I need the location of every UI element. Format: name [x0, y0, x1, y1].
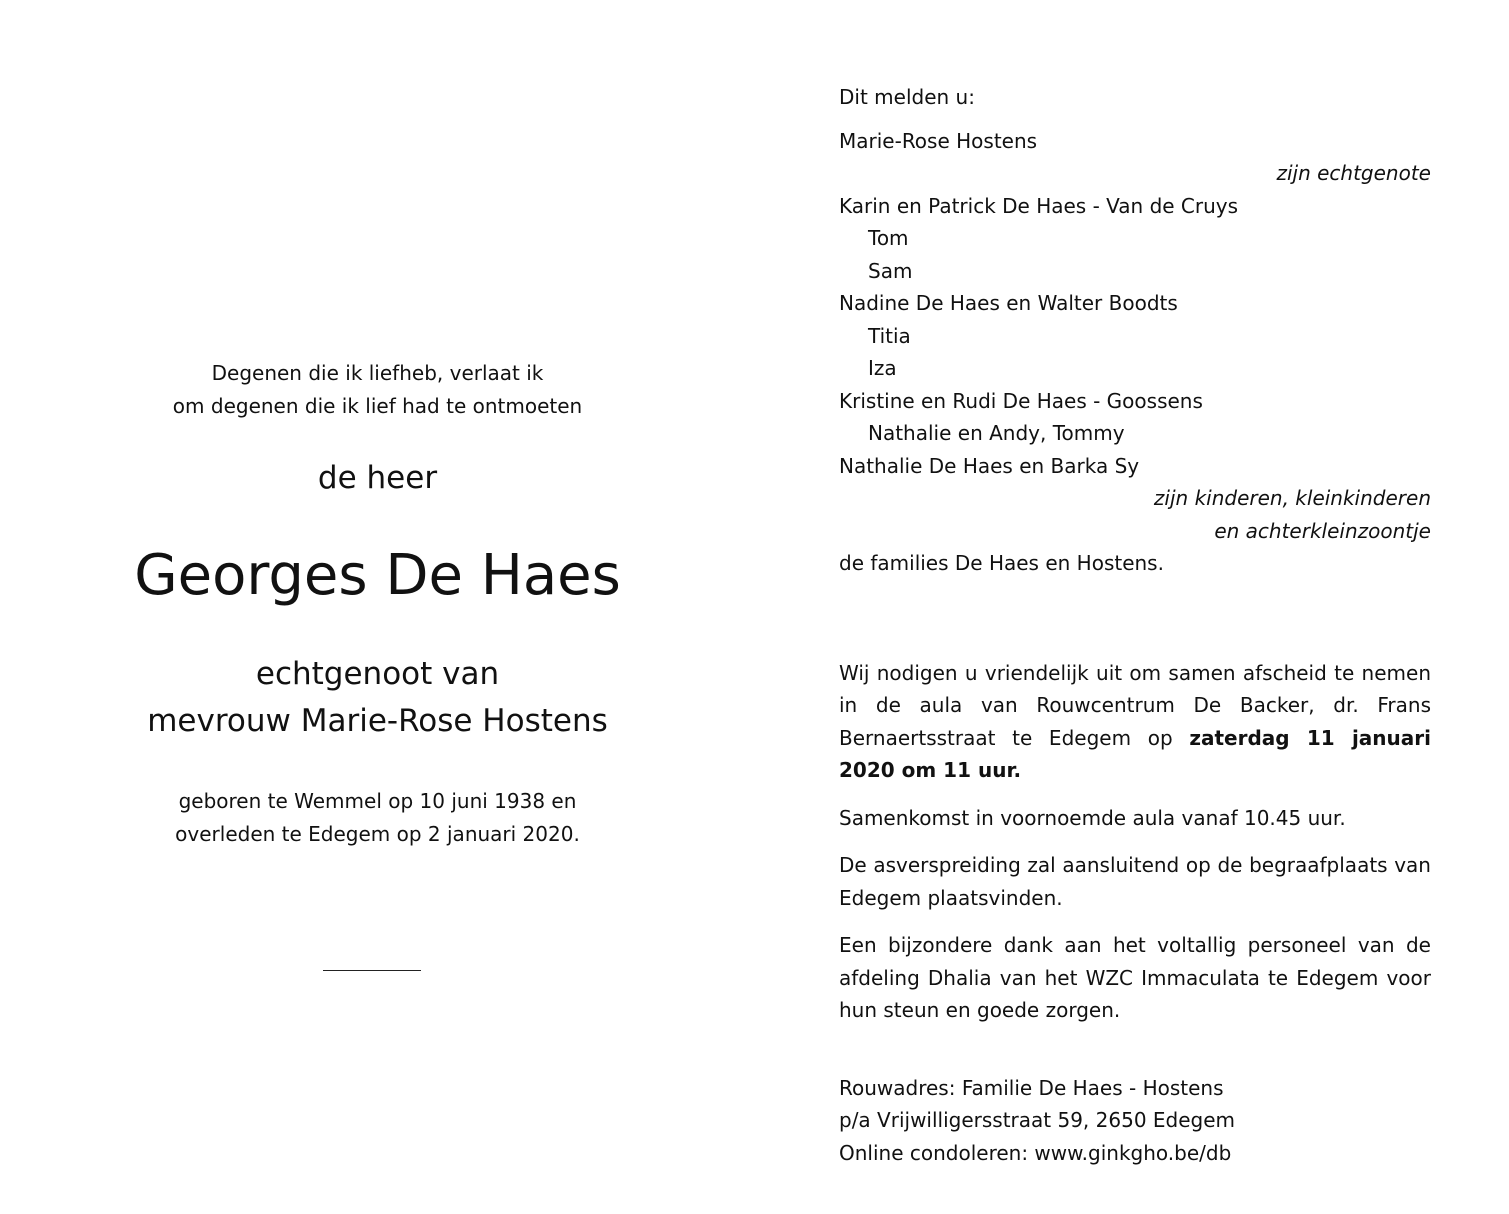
invitation-text: Wij nodigen u vriendelijk uit om samen afscheid te nemen in de aula van Rouwcentrum De Backer, dr. Frans Bernaertsstraat te Edegem op [839, 660, 1431, 750]
family-child-1: Karin en Patrick De Haes - Van de Cruys [839, 193, 1239, 218]
spouse-name: Marie-Rose Hostens [839, 128, 1038, 153]
family-grandchild-3a: Nathalie en Andy, Tommy [868, 421, 1125, 445]
family-child-4: Nathalie De Haes en Barka Sy [839, 453, 1140, 478]
spouse-line-1: echtgenoot van [255, 656, 500, 692]
gathering-paragraph: Samenkomst in voornoemde aula vanaf 10.45 uur. [839, 805, 1346, 830]
thanks-paragraph: Een bijzondere dank aan het voltallig personeel van de afdeling Dhalia van het WZC Immaculata te Edegem voor hun steun en goede zorgen. [839, 933, 1431, 1022]
intro-text: Dit melden u: [839, 85, 975, 109]
family-grandchild-2b: Iza [868, 356, 897, 380]
address-line-3: Online condoleren: www.ginkgho.be/db [839, 1140, 1232, 1165]
spouse-role: zijn echtgenote [1276, 161, 1431, 185]
address-line-1: Rouwadres: Familie De Haes - Hostens [839, 1075, 1224, 1100]
ashes-paragraph: De asverspreiding zal aansluitend op de begraafplaats van Edegem plaatsvinden. [839, 853, 1431, 910]
children-role-line-1: zijn kinderen, kleinkinderen [1153, 486, 1431, 510]
address-line-2: p/a Vrijwilligersstraat 59, 2650 Edegem [839, 1108, 1236, 1132]
family-grandchild-1a: Tom [868, 226, 909, 250]
mourning-address [839, 1072, 1431, 1170]
birth-line: geboren te Wemmel op 10 juni 1938 en [178, 789, 577, 813]
family-child-3: Kristine en Rudi De Haes - Goossens [839, 388, 1203, 413]
family-grandchild-2a: Titia [868, 323, 911, 348]
birth-death-dates [0, 785, 755, 851]
spouse-line [0, 651, 755, 745]
quote-line-1: Degenen die ik liefheb, verlaat ik [211, 361, 544, 385]
family-grandchild-1b: Sam [868, 258, 913, 283]
children-role-line-2: en achterkleinzoontje [1214, 518, 1431, 543]
divider-line [323, 970, 421, 971]
spouse-line-2: mevrouw Marie-Rose Hostens [147, 703, 608, 739]
invitation-paragraph [839, 657, 1431, 787]
quote-line-2: om degenen die ik lief had te ontmoeten [172, 394, 583, 418]
deceased-name: Georges De Haes [134, 543, 621, 608]
families-line: de families De Haes en Hostens. [839, 551, 1164, 575]
invitation-date: zaterdag 11 januari 2020 om 11 uur. [839, 725, 1431, 782]
memorial-quote [0, 357, 755, 423]
right-panel [839, 81, 1431, 1169]
title-prefix: de heer [317, 460, 438, 496]
family-child-2: Nadine De Haes en Walter Boodts [839, 291, 1178, 315]
death-line: overleden te Edegem op 2 januari 2020. [175, 822, 580, 846]
